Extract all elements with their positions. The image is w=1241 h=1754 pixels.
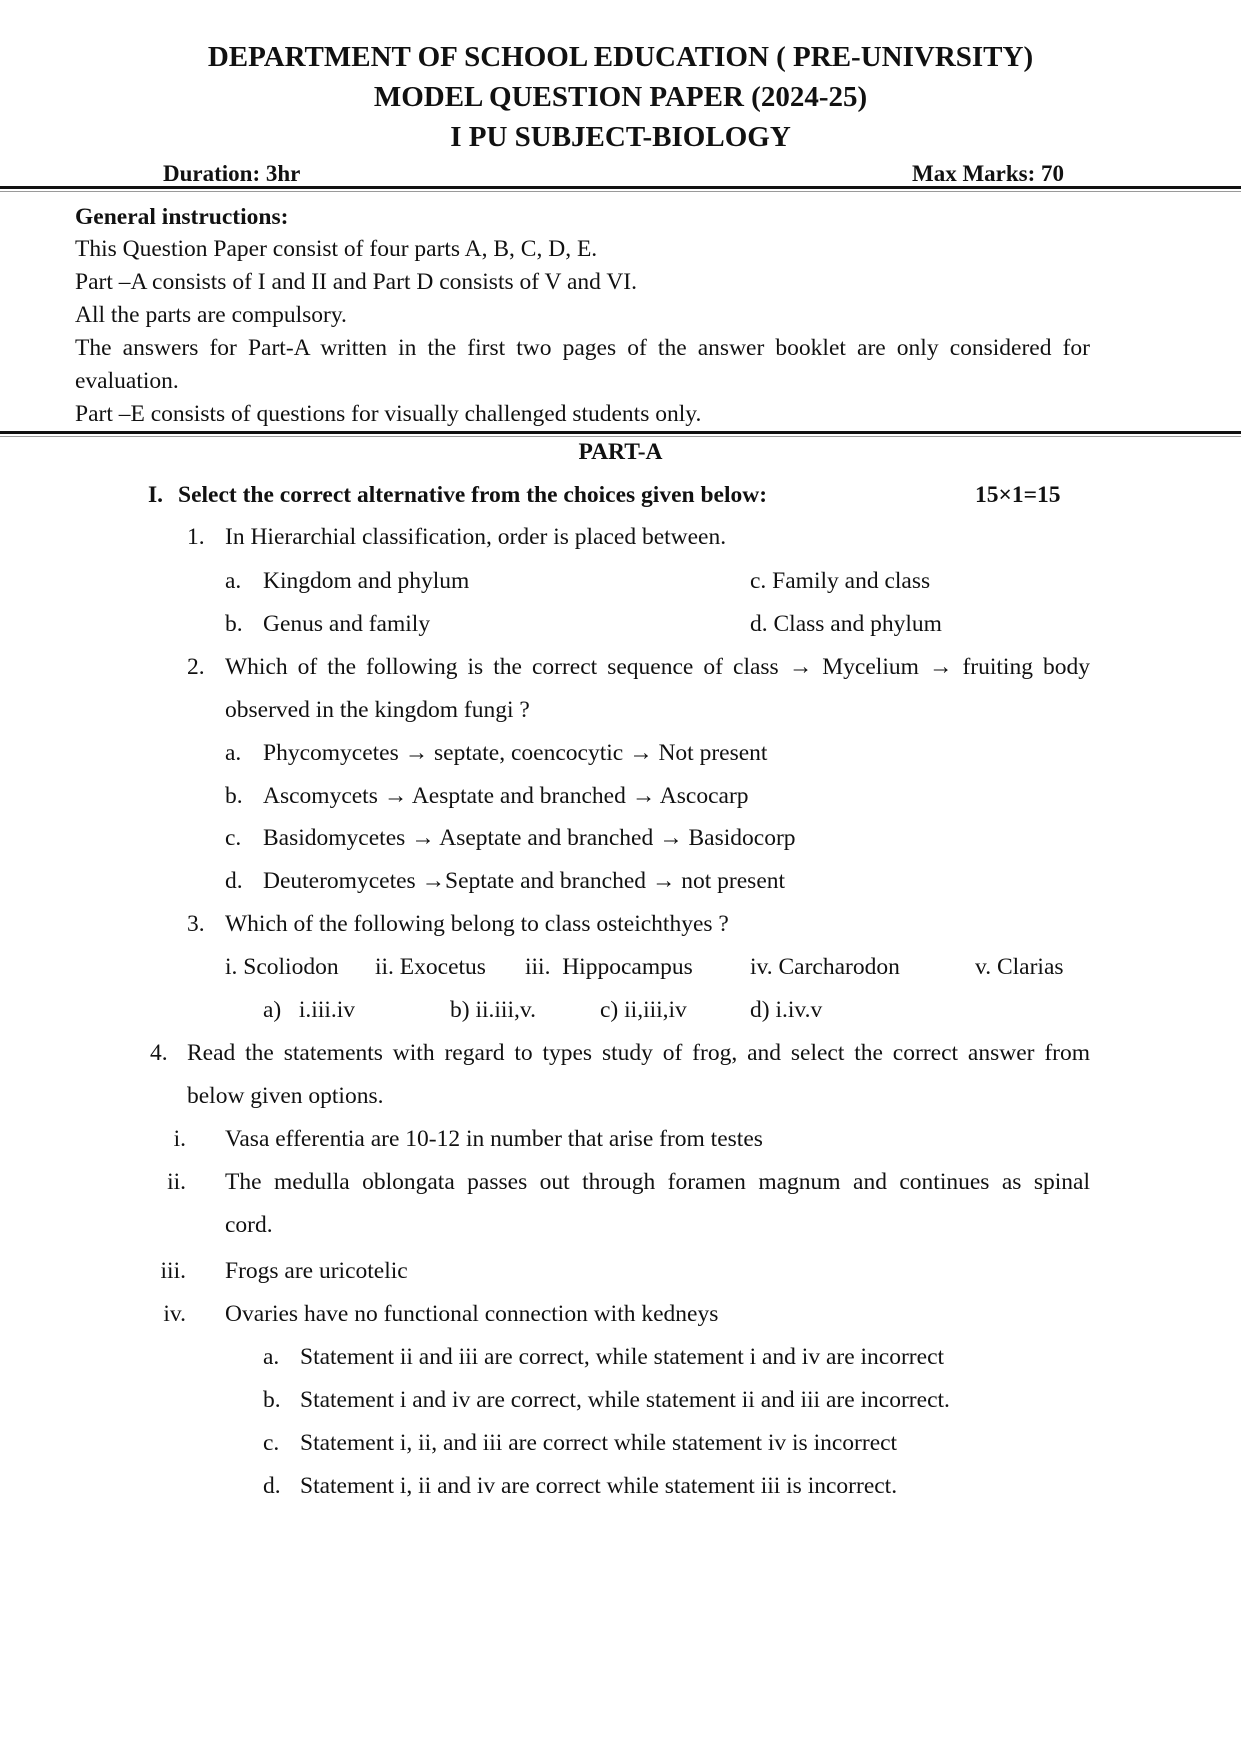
- statement-text: The medulla oblongata passes out through foramen magnum and continues as spinal: [225, 1169, 1090, 1195]
- option-text: c) ii,iii,iv: [600, 997, 687, 1023]
- question-number: 3.: [187, 911, 205, 937]
- statement-label: ii.: [167, 1169, 186, 1195]
- instruction-line: Part –E consists of questions for visually challenged students only.: [75, 401, 702, 427]
- statement-label: iv.: [163, 1301, 186, 1327]
- option-text: Ascomycets → Aesptate and branched → Ascocarp: [263, 783, 749, 809]
- list-item: iii. Hippocampus: [525, 954, 693, 980]
- part-a-title: PART-A: [578, 439, 663, 465]
- option-text: d) i.iv.v: [750, 997, 823, 1023]
- section-marks: 15×1=15: [975, 482, 1061, 508]
- header-line-subject: I PU SUBJECT-BIOLOGY: [450, 121, 791, 153]
- max-marks-label: Max Marks: 70: [912, 161, 1065, 186]
- option-label: a.: [263, 1344, 280, 1370]
- option-label: d.: [263, 1473, 281, 1499]
- instructions-rule: [0, 431, 1241, 434]
- option-text: Kingdom and phylum: [263, 568, 470, 594]
- instructions-title: General instructions:: [75, 204, 289, 230]
- option-text: a) i.iii.iv: [263, 997, 356, 1023]
- option-text: Deuteromycetes →Septate and branched → not present: [263, 868, 786, 894]
- instruction-line: All the parts are compulsory.: [75, 302, 347, 328]
- statement-label: i.: [173, 1126, 186, 1152]
- statement-text: Frogs are uricotelic: [225, 1258, 408, 1284]
- statement-label: iii.: [160, 1258, 186, 1284]
- instruction-line: The answers for Part-A written in the first two pages of the answer booklet are only considered for: [75, 335, 1090, 361]
- option-label: b.: [225, 611, 243, 637]
- option-label: b.: [225, 783, 243, 809]
- list-item: i. Scoliodon: [225, 954, 339, 980]
- section-title: Select the correct alternative from the choices given below:: [178, 482, 768, 508]
- question-text: Which of the following belong to class osteichthyes ?: [225, 911, 729, 937]
- instruction-line: Part –A consists of I and II and Part D consists of V and VI.: [75, 269, 637, 295]
- statement-text: Vasa efferentia are 10-12 in number that arise from testes: [225, 1126, 763, 1152]
- instruction-line: evaluation.: [75, 368, 179, 394]
- option-text: Statement ii and iii are correct, while statement i and iv are incorrect: [300, 1344, 945, 1370]
- option-text: Statement i, ii, and iii are correct while statement iv is incorrect: [300, 1430, 898, 1456]
- section-number: I.: [148, 482, 164, 508]
- option-text: Genus and family: [263, 611, 431, 637]
- statement-text: cord.: [225, 1212, 273, 1238]
- question-text: In Hierarchial classification, order is placed between.: [225, 524, 727, 550]
- option-label: c.: [263, 1430, 280, 1456]
- list-item: iv. Carcharodon: [750, 954, 900, 980]
- option-label: a.: [225, 740, 242, 766]
- header-line-paper: MODEL QUESTION PAPER (2024-25): [373, 81, 868, 113]
- option-text: b) ii.iii,v.: [450, 997, 536, 1023]
- option-label: d.: [225, 868, 243, 894]
- question-text: Read the statements with regard to types study of frog, and select the correct answer from: [187, 1040, 1090, 1066]
- question-number: 2.: [187, 654, 205, 680]
- option-label: b.: [263, 1387, 281, 1413]
- option-text: Phycomycetes → septate, coencocytic → Not present: [263, 740, 768, 766]
- list-item: ii. Exocetus: [375, 954, 486, 980]
- question-text: observed in the kingdom fungi ?: [225, 697, 530, 723]
- question-text: Which of the following is the correct sequence of class → Mycelium → fruiting body: [225, 654, 1090, 680]
- question-text: below given options.: [187, 1083, 384, 1109]
- header-rule: [0, 186, 1241, 189]
- option-text: Statement i, ii and iv are correct while statement iii is incorrect.: [300, 1473, 898, 1499]
- option-text: c. Family and class: [750, 568, 931, 594]
- statement-text: Ovaries have no functional connection with kedneys: [225, 1301, 719, 1327]
- option-label: a.: [225, 568, 242, 594]
- question-number: 4.: [150, 1040, 168, 1066]
- option-text: d. Class and phylum: [750, 611, 942, 637]
- instruction-line: This Question Paper consist of four parts A, B, C, D, E.: [75, 236, 598, 262]
- option-text: Basidomycetes → Aseptate and branched → Basidocorp: [263, 825, 796, 851]
- question-number: 1.: [187, 524, 205, 550]
- header-rule-shadow: [0, 191, 1241, 192]
- duration-label: Duration: 3hr: [163, 161, 301, 186]
- option-text: Statement i and iv are correct, while statement ii and iii are incorrect.: [300, 1387, 950, 1413]
- header-line-department: DEPARTMENT OF SCHOOL EDUCATION ( PRE-UNIVRSITY): [207, 41, 1034, 73]
- option-label: c.: [225, 825, 242, 851]
- list-item: v. Clarias: [975, 954, 1064, 980]
